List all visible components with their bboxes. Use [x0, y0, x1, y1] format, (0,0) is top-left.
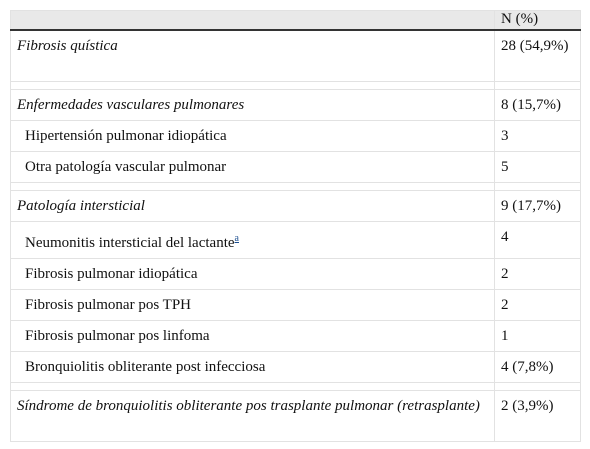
item-value: 1 [495, 321, 581, 352]
table-row [11, 191, 581, 222]
item-label-text: Neumonitis intersticial del lactante [25, 235, 235, 251]
diagnosis-table [10, 10, 581, 442]
category-label: Patología intersticial [11, 191, 495, 222]
table-row [11, 391, 581, 442]
category-value: 2 (3,9%) [495, 391, 581, 442]
category-label: Fibrosis quística [11, 30, 495, 82]
table-row [11, 352, 581, 383]
item-value: 2 [495, 290, 581, 321]
table-row [11, 121, 581, 152]
category-label: Enfermedades vasculares pulmonares [11, 90, 495, 121]
item-label: Bronquiolitis obliterante post infecciosa [11, 352, 495, 383]
spacer-row [11, 82, 581, 90]
spacer-row [11, 183, 581, 191]
header-diagnosis [11, 11, 495, 31]
table-row [11, 290, 581, 321]
footnote-marker [235, 230, 239, 244]
table-row [11, 30, 581, 82]
table-row [11, 321, 581, 352]
item-label: Fibrosis pulmonar pos TPH [11, 290, 495, 321]
item-value: 2 [495, 259, 581, 290]
item-label [11, 222, 495, 259]
item-value: 5 [495, 152, 581, 183]
table-row [11, 90, 581, 121]
table-header-row [11, 11, 581, 31]
item-label: Fibrosis pulmonar pos linfoma [11, 321, 495, 352]
item-value: 4 (7,8%) [495, 352, 581, 383]
item-value: 4 [495, 222, 581, 259]
category-value: 8 (15,7%) [495, 90, 581, 121]
item-label: Hipertensión pulmonar idiopática [11, 121, 495, 152]
category-label: Síndrome de bronquiolitis obliterante pos trasplante pulmonar (retrasplante) [11, 391, 495, 442]
table-row [11, 222, 581, 259]
item-label: Fibrosis pulmonar idiopática [11, 259, 495, 290]
category-value: 9 (17,7%) [495, 191, 581, 222]
table-row [11, 259, 581, 290]
header-n-percent: N (%) [495, 11, 581, 31]
item-value: 3 [495, 121, 581, 152]
table-row [11, 152, 581, 183]
footnote-link[interactable]: a [234, 233, 239, 244]
spacer-row [11, 383, 581, 391]
table-container [10, 10, 580, 442]
category-value: 28 (54,9%) [495, 30, 581, 82]
item-label: Otra patología vascular pulmonar [11, 152, 495, 183]
